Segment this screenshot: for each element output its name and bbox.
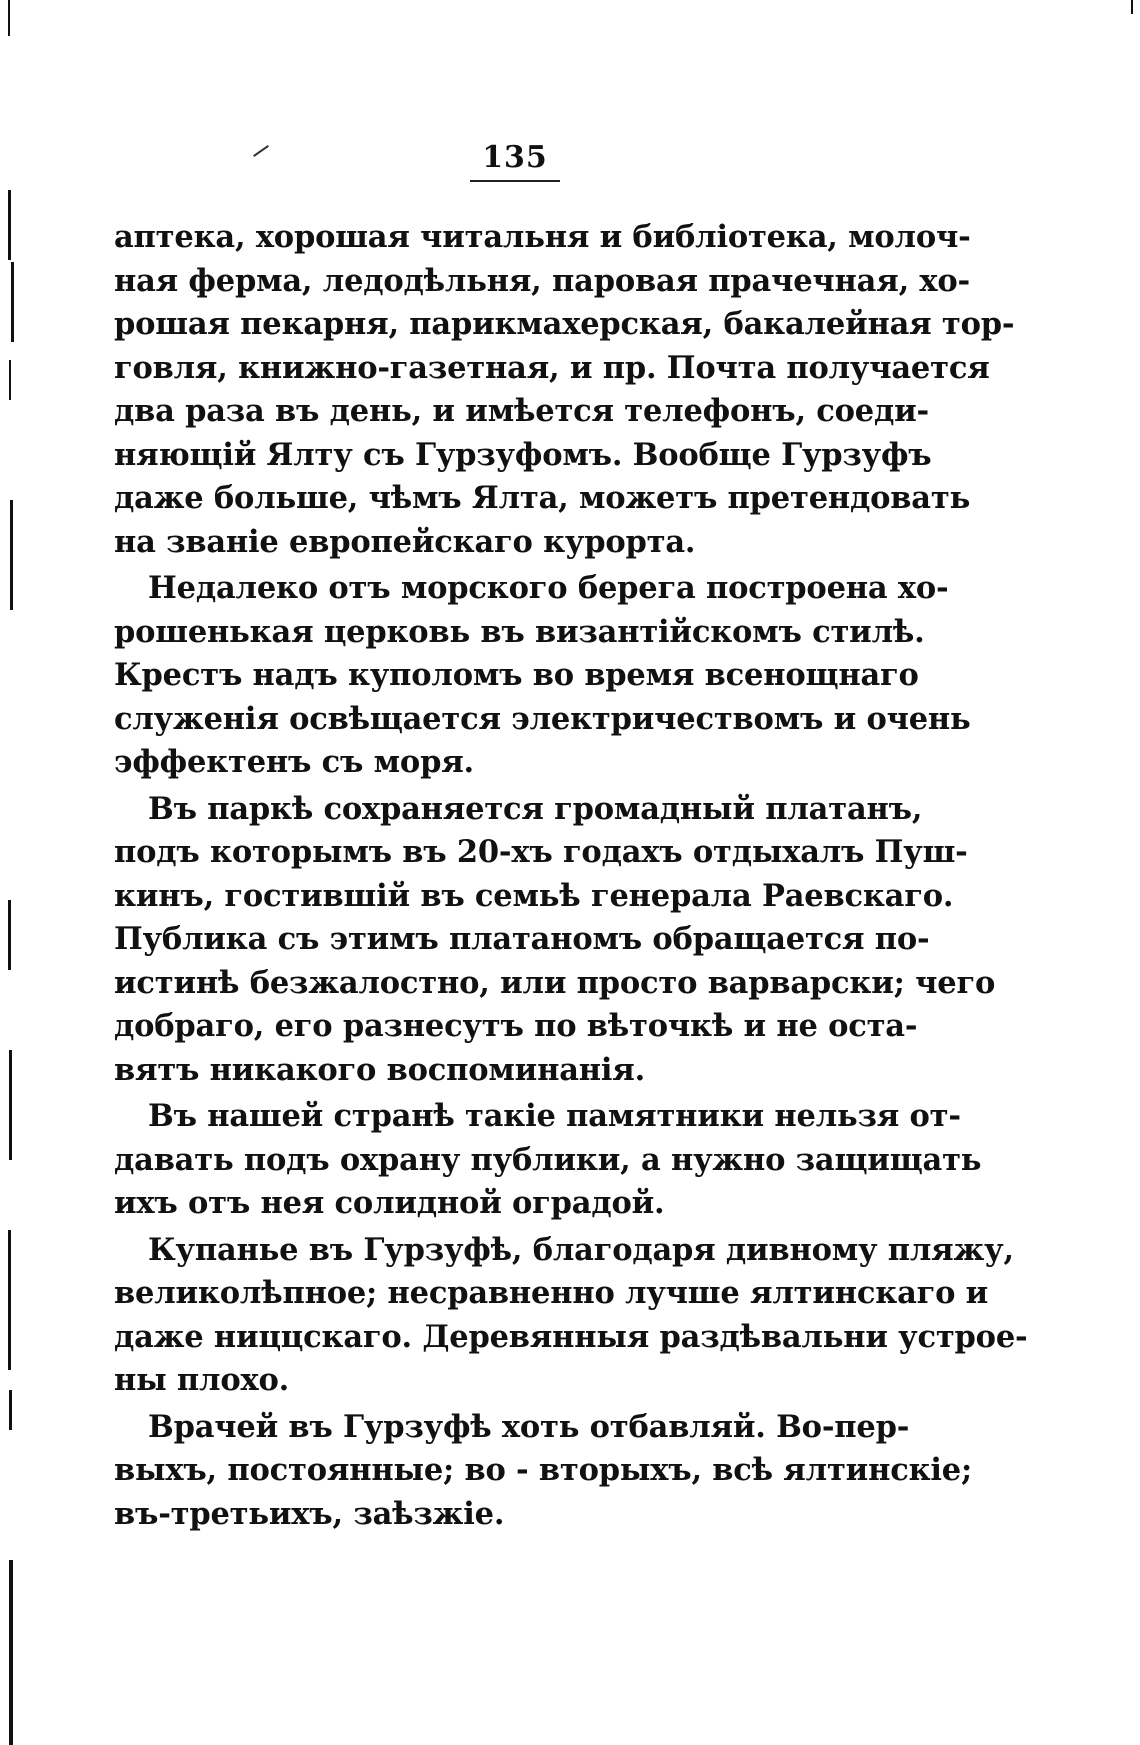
scan-edge-mark bbox=[8, 900, 11, 970]
text-line: въ-третьихъ, заѣзжіе. bbox=[114, 1495, 505, 1532]
text-line: служенія освѣщается электричествомъ и очень bbox=[114, 700, 971, 737]
text-line: аптека, хорошая читальня и библіотека, молоч- bbox=[114, 219, 971, 255]
page-number-header bbox=[470, 140, 560, 182]
text-line: кинъ, гостившій въ семьѣ генерала Раевскаго. bbox=[114, 877, 954, 914]
text-line: истинѣ безжалостно, или просто варварски; чего bbox=[114, 964, 996, 1001]
scan-edge-mark bbox=[8, 190, 11, 260]
text-line: говля, книжно-газетная, и пр. Почта получается bbox=[114, 349, 990, 386]
text-line: даже ниццскаго. Деревянныя раздѣвальни устрое- bbox=[114, 1318, 1028, 1355]
paragraph bbox=[114, 216, 1015, 564]
text-line: два раза въ день, и имѣется телефонъ, соеди- bbox=[114, 393, 930, 429]
scan-edge-mark bbox=[10, 500, 13, 610]
text-line: даже больше, чѣмъ Ялта, можетъ претендовать bbox=[114, 480, 971, 516]
paragraph bbox=[114, 788, 996, 1093]
text-line: Въ нашей странѣ такіе памятники нельзя от- bbox=[148, 1098, 961, 1134]
text-line: ная ферма, ледодѣльня, паровая прачечная, хо- bbox=[114, 262, 970, 299]
paragraph bbox=[114, 1406, 973, 1537]
text-line: Въ паркѣ сохраняется громадный платанъ, bbox=[148, 790, 923, 827]
scan-edge-mark bbox=[11, 262, 14, 342]
scan-edge-mark bbox=[8, 1230, 11, 1370]
text-line: Крестъ надъ куполомъ во время всенощнаго bbox=[114, 657, 919, 693]
paragraph bbox=[114, 1095, 982, 1226]
scan-edge-mark bbox=[8, 0, 10, 36]
scan-edge-mark bbox=[9, 1050, 12, 1160]
scan-edge-mark bbox=[1131, 0, 1133, 14]
text-line: рошая пекарня, парикмахерская, бакалейная тор- bbox=[114, 306, 1015, 342]
text-line: великолѣпное; несравненно лучше ялтинскаго и bbox=[114, 1275, 989, 1311]
page-number: 135 bbox=[482, 140, 548, 175]
pencil-tick-mark bbox=[253, 145, 269, 157]
text-line: Публика съ этимъ платаномъ обращается по- bbox=[114, 921, 930, 957]
text-line: Купанье въ Гурзуфѣ, благодаря дивному пляжу, bbox=[148, 1231, 1014, 1268]
text-line: няющій Ялту съ Гурзуфомъ. Вообще Гурзуфъ bbox=[114, 436, 932, 473]
text-line: Недалеко отъ морского берега построена хо- bbox=[148, 570, 949, 606]
text-line: подъ которымъ въ 20-хъ годахъ отдыхалъ Пуш- bbox=[114, 834, 968, 870]
scan-edge-mark bbox=[9, 1560, 13, 1745]
page-number-underline bbox=[470, 180, 560, 182]
text-line: добраго, его разнесутъ по вѣточкѣ и не оста- bbox=[114, 1008, 918, 1044]
text-line: на званіе европейскаго курорта. bbox=[114, 523, 696, 560]
text-line: Врачей въ Гурзуфѣ хоть отбавляй. Во-пер- bbox=[148, 1408, 910, 1445]
body-text bbox=[114, 216, 1028, 1539]
paragraph bbox=[114, 567, 971, 785]
text-line: ихъ отъ нея солидной оградой. bbox=[114, 1185, 665, 1221]
text-line: давать подъ охрану публики, а нужно защищать bbox=[114, 1141, 982, 1178]
scan-edge-mark bbox=[9, 360, 11, 400]
text-line: выхъ, постоянные; во - вторыхъ, всѣ ялтинскіе; bbox=[114, 1452, 973, 1488]
text-line: рошенькая церковь въ византійскомъ стилѣ. bbox=[114, 613, 925, 650]
text-line: вятъ никакого воспоминанія. bbox=[114, 1051, 646, 1088]
text-line: ны плохо. bbox=[114, 1362, 290, 1398]
text-line: эффектенъ съ моря. bbox=[114, 744, 474, 780]
paragraph bbox=[114, 1229, 1028, 1403]
scan-edge-mark bbox=[9, 1390, 12, 1430]
